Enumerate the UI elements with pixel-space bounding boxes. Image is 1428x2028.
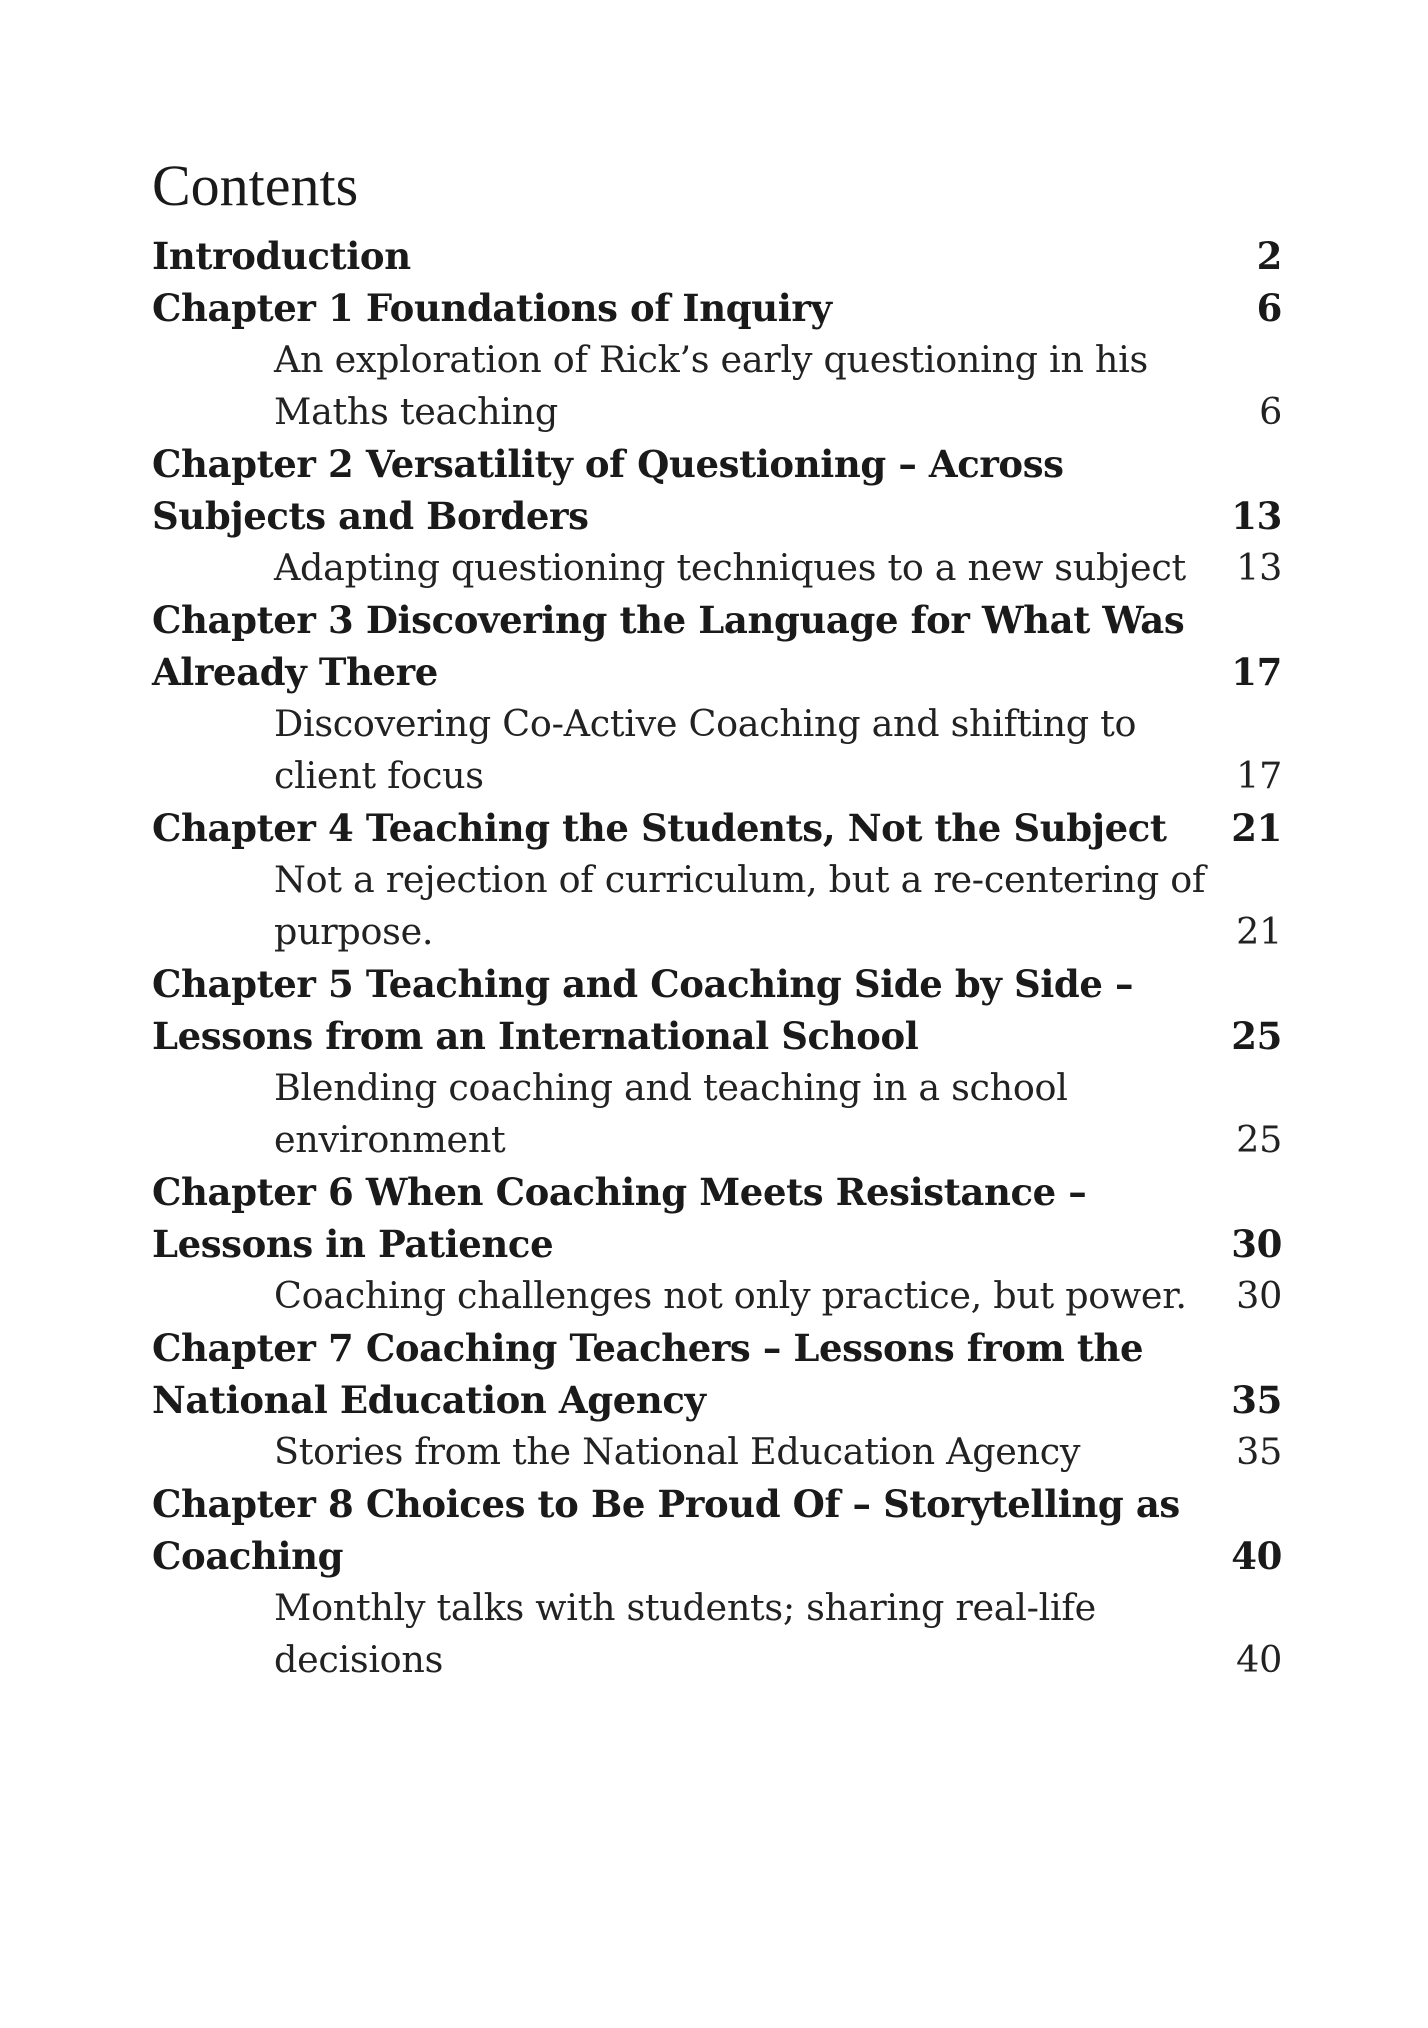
toc-entry-introduction[interactable] xyxy=(152,230,1282,282)
toc-entry-title: Chapter 3 Discovering the Language for What Was Already There xyxy=(152,598,1185,694)
toc-page-number: 30 xyxy=(1231,1222,1282,1266)
toc-entry-chapter-8[interactable] xyxy=(152,1478,1282,1582)
toc-subentry-chapter-1[interactable] xyxy=(152,334,1282,438)
toc-entry-title: Chapter 1 Foundations of Inquiry xyxy=(152,286,832,330)
toc-entry-chapter-1[interactable] xyxy=(152,282,1282,334)
toc-entry-chapter-6[interactable] xyxy=(152,1166,1282,1270)
toc-page-number: 6 xyxy=(1259,390,1282,433)
toc-subentry-title: Stories from the National Education Agency xyxy=(274,1430,1081,1473)
toc-page-number: 13 xyxy=(1231,494,1282,538)
toc-page-number: 35 xyxy=(1236,1430,1282,1473)
toc-subentry-chapter-6[interactable] xyxy=(152,1270,1282,1322)
toc-page-number: 6 xyxy=(1256,286,1282,330)
toc-page-number: 17 xyxy=(1231,650,1282,694)
toc-page-number: 2 xyxy=(1256,234,1282,278)
toc-entry-title: Chapter 2 Versatility of Questioning – Across Subjects and Borders xyxy=(152,442,1064,538)
toc-page-number: 30 xyxy=(1236,1274,1282,1317)
toc-page-number: 21 xyxy=(1231,806,1282,850)
toc-subentry-title: Monthly talks with students; sharing real-life decisions xyxy=(274,1586,1096,1681)
toc-entry-title: Chapter 6 When Coaching Meets Resistance – Lessons in Patience xyxy=(152,1170,1087,1266)
toc-entry-title: Chapter 7 Coaching Teachers – Lessons from the National Education Agency xyxy=(152,1326,1144,1422)
toc-entry-chapter-3[interactable] xyxy=(152,594,1282,698)
toc-subentry-chapter-2[interactable] xyxy=(152,542,1282,594)
toc-subentry-chapter-3[interactable] xyxy=(152,698,1282,802)
toc-page-number: 17 xyxy=(1236,754,1282,797)
toc-entry-chapter-4[interactable] xyxy=(152,802,1282,854)
toc-subentry-title: Blending coaching and teaching in a school environment xyxy=(274,1066,1068,1161)
toc-entry-title: Chapter 8 Choices to Be Proud Of – Storytelling as Coaching xyxy=(152,1482,1180,1578)
toc-subentry-chapter-5[interactable] xyxy=(152,1062,1282,1166)
toc-page-number: 21 xyxy=(1236,910,1282,953)
toc-page-number: 25 xyxy=(1236,1118,1282,1161)
toc-entry-title: Chapter 5 Teaching and Coaching Side by Side – Lessons from an International School xyxy=(152,962,1134,1058)
toc-page-number: 25 xyxy=(1231,1014,1282,1058)
toc-page-number: 40 xyxy=(1231,1534,1282,1578)
toc-page-number: 40 xyxy=(1236,1638,1282,1681)
toc-subentry-title: Adapting questioning techniques to a new subject xyxy=(274,546,1186,589)
toc-subentry-chapter-8[interactable] xyxy=(152,1582,1282,1686)
page-title: Contents xyxy=(152,153,359,218)
toc-entry-title: Chapter 4 Teaching the Students, Not the Subject xyxy=(152,806,1167,850)
toc-subentry-title: Discovering Co-Active Coaching and shifting to client focus xyxy=(274,702,1137,797)
toc-page-number: 13 xyxy=(1236,546,1282,589)
toc-subentry-chapter-7[interactable] xyxy=(152,1426,1282,1478)
toc-entry-chapter-7[interactable] xyxy=(152,1322,1282,1426)
toc-entry-title: Introduction xyxy=(152,234,411,278)
toc-page-number: 35 xyxy=(1231,1378,1282,1422)
toc-subentry-chapter-4[interactable] xyxy=(152,854,1282,958)
toc-subentry-title: Coaching challenges not only practice, but power. xyxy=(274,1274,1187,1317)
toc-subentry-title: Not a rejection of curriculum, but a re-centering of purpose. xyxy=(274,858,1206,953)
toc-entry-chapter-2[interactable] xyxy=(152,438,1282,542)
toc-subentry-title: An exploration of Rick’s early questioning in his Maths teaching xyxy=(274,338,1148,433)
table-of-contents xyxy=(152,150,1282,1686)
toc-entry-chapter-5[interactable] xyxy=(152,958,1282,1062)
